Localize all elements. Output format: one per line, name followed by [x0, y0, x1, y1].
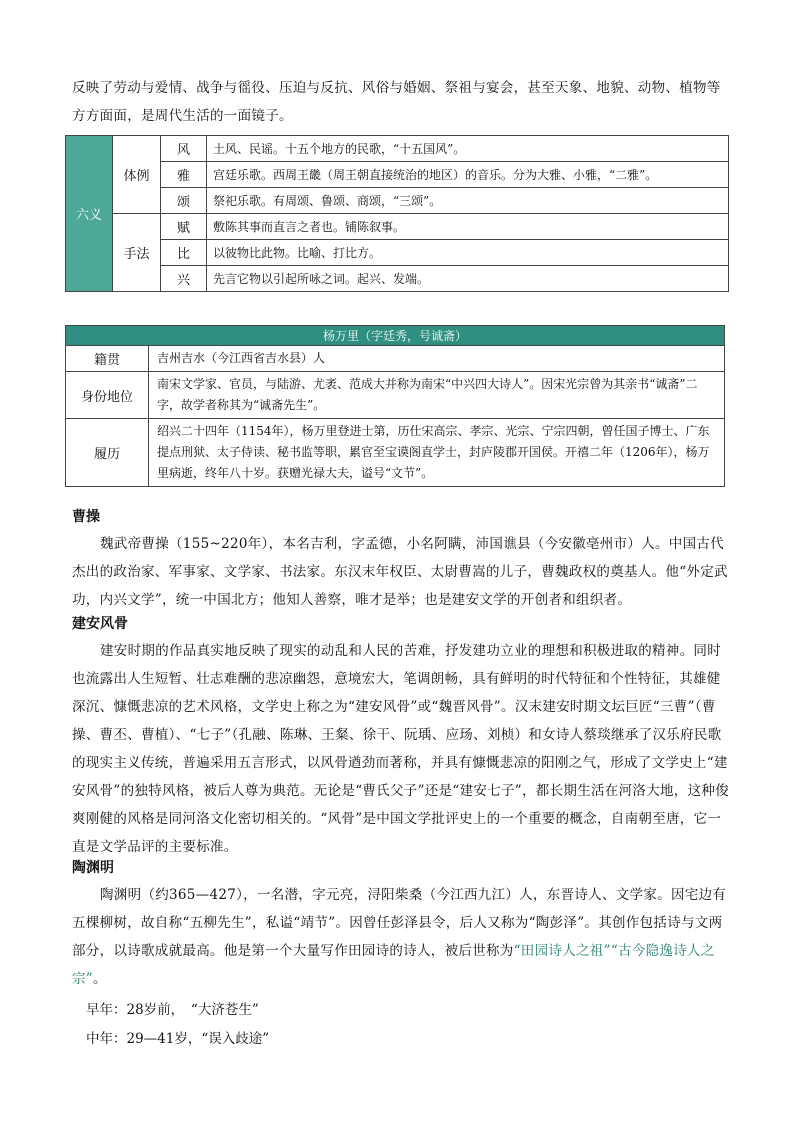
taoyuanming-paragraph: 陶渊明（约365—427），一名潜，字元亮，浔阳柴桑（今江西九江）人，东晋诗人、文学家。因宅边有五棵柳树，故自称“五柳先生”，私谥“靖节”。因曾任彭泽县令，后人又称为“陶彭泽”。其创作包括诗与文两部分，以诗歌成就最高。他是第一个大量写作田园诗的诗人，被后世称为“田园诗人之祖”“古今隐逸诗人之宗”。 — [72, 887, 727, 987]
xing-label: 兴 — [161, 266, 207, 292]
jiguan-label: 籍贯 — [66, 346, 149, 372]
jianan-paragraph: 建安时期的作品真实地反映了现实的动乱和人民的苦难，抒发建功立业的理想和积极进取的精神。同时也流露出人生短暂、壮志难酬的悲凉幽怨，意境宏大，笔调朗畅，具有鲜明的时代特征和个性特征，其雄健深沉、慷慨悲凉的艺术风格，文学史上称之为“建安风骨”或“魏晋风骨”。汉末建安时期文坛巨匠“三曹”（曹操、曹丕、曹植）、“七子”（孔融、陈琳、王粲、徐干、阮瑀、应玚、刘桢）和女诗人蔡琰继承了汉乐府民歌的现实主义传统，普遍采用五言形式，以风骨遒劲而著称，并具有慷慨悲凉的阳刚之气，形成了文学史上“建安风骨”的独特风格，被后人尊为典范。无论是“曹氏父子”还是“建安七子”，都长期生活在河洛大地，这种俊爽刚健的风格是同河洛文化密切相关的。“风骨”是中国文学批评史上的一个重要的概念，自南朝至唐，它一直是文学品评的主要标准。 — [72, 643, 730, 855]
xing-desc: 先言它物以引起所咏之词。起兴、发端。 — [207, 266, 729, 292]
bi-label: 比 — [161, 240, 207, 266]
caocao-paragraph: 魏武帝曹操（155~220年），本名吉利，字孟德，小名阿瞒，沛国谯县（今安徽亳州市）人。中国古代杰出的政治家、军事家、文学家、书法家。东汉末年权臣、太尉曹嵩的儿子，曹魏政权的奠基人。他“外定武功，内兴文学”，统一中国北方；他知人善察，唯才是举；也是建安文学的开创者和组织者。 — [72, 536, 728, 608]
taoyuanming-heading: 陶渊明 — [72, 860, 114, 876]
lvli-value: 绍兴二十四年（1154年），杨万里登进士第，历仕宋高宗、孝宗、光宗、宁宗四朝，曾任国子博士、广东提点刑狱、太子侍读、秘书监等职，累官至宝谟阁直学士，封庐陵郡开国侯。开禧二年（1206年），杨万里病逝，终年八十岁。获赠光禄大夫，谥号“文节”。 — [149, 419, 725, 487]
feng-desc: 土风、民谣。十五个地方的民歌，“十五国风”。 — [207, 136, 729, 162]
status-value: 南宋文学家、官员，与陆游、尤袤、范成大并称为南宋“中兴四大诗人”。因宋光宗曾为其亲书“诚斋”二字，故学者称其为“诚斋先生”。 — [149, 372, 725, 419]
early-years: 早年：28岁前， “大济苍生” — [86, 1002, 259, 1018]
fu-label: 赋 — [161, 214, 207, 240]
shoufa-label: 手法 — [113, 214, 161, 292]
ya-desc: 宫廷乐歌。西周王畿（周王朝直接统治的地区）的音乐。分为大雅、小雅，“二雅”。 — [207, 162, 729, 188]
status-label: 身份地位 — [66, 372, 149, 419]
jianan-heading: 建安风骨 — [72, 616, 128, 632]
intro-paragraph: 反映了劳动与爱情、战争与徭役、压迫与反抗、风俗与婚姻、祭祖与宴会，甚至天象、地貌、动物、植物等方方面面，是周代生活的一面镜子。 — [72, 80, 721, 124]
song-label: 颂 — [161, 188, 207, 214]
middle-years: 中年：29—41岁，“误入歧途” — [86, 1031, 270, 1047]
liuyi-table — [65, 135, 729, 292]
jiguan-value: 吉州吉水（今江西省吉水县）人 — [149, 346, 725, 372]
yang-wanli-header: 杨万里（字廷秀，号诚斋） — [66, 326, 725, 346]
feng-label: 风 — [161, 136, 207, 162]
yang-wanli-table — [65, 325, 725, 487]
ya-label: 雅 — [161, 162, 207, 188]
fu-desc: 敷陈其事而直言之者也。铺陈叙事。 — [207, 214, 729, 240]
lvli-label: 履历 — [66, 419, 149, 487]
bi-desc: 以彼物比此物。比喻、打比方。 — [207, 240, 729, 266]
tili-label: 体例 — [113, 136, 161, 214]
song-desc: 祭祀乐歌。有周颂、鲁颂、商颂，“三颂”。 — [207, 188, 729, 214]
liuyi-label: 六义 — [66, 136, 113, 292]
caocao-heading: 曹操 — [72, 509, 100, 525]
